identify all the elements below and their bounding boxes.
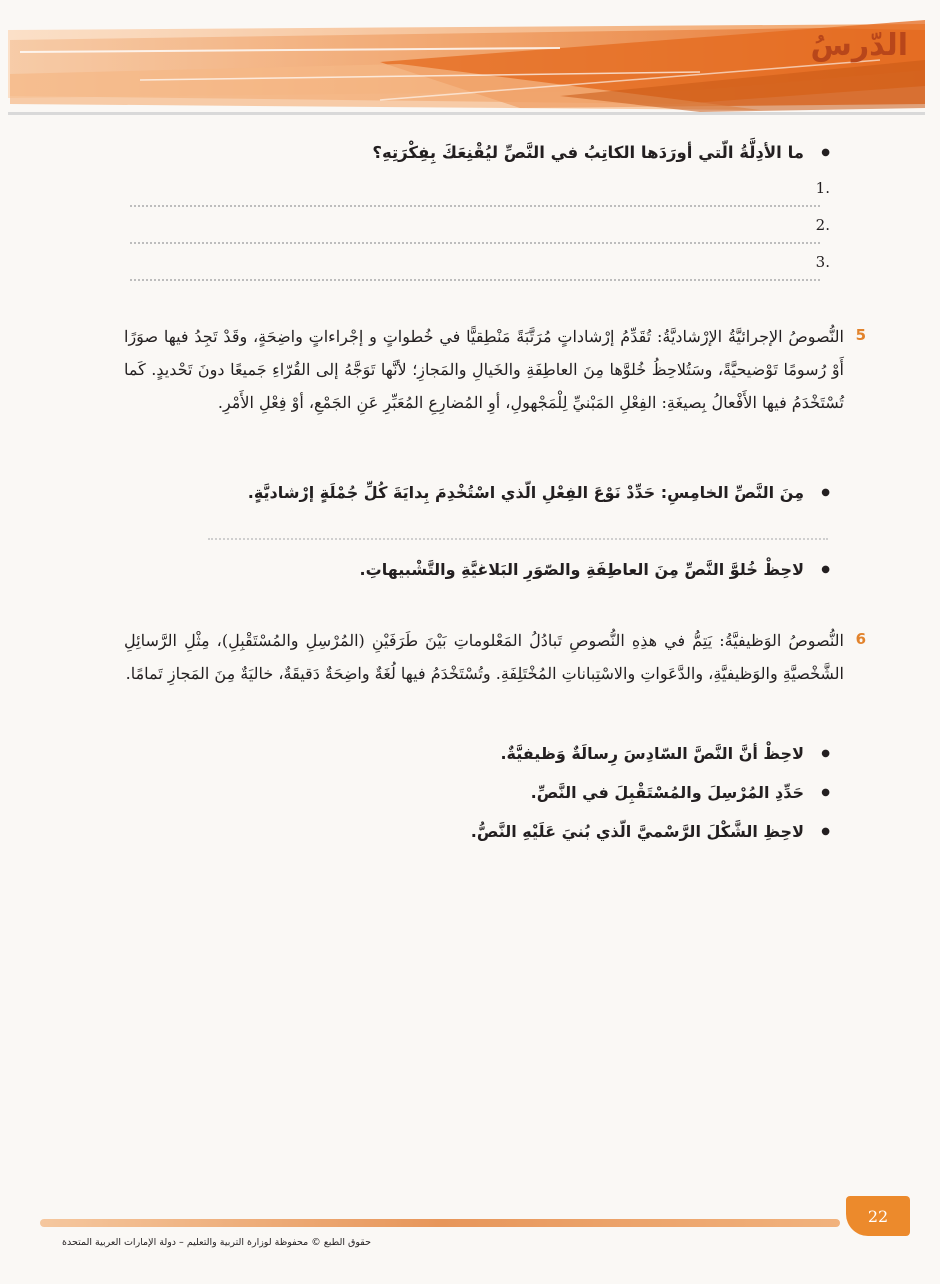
copyright-notice: حقوق الطبع © محفوظة لوزارة التربية والتعليم – دولة الإمارات العربية المتحدة [62,1237,371,1248]
answer-number: .2 [815,216,830,234]
page-number-badge [846,1196,910,1236]
footer-bar [40,1219,840,1227]
section-heading: النُّصوصُ الوَظيفيَّةُ: [719,631,845,650]
section-5-task-list [130,480,830,506]
section-number: 5 [855,326,866,344]
answer-row[interactable] [130,212,830,249]
section-paragraph [124,624,844,690]
task-item: ● لاحِظِ الشَّكْلَ الرَّسْميَّ الّذي بُنيَ عَلَيْهِ النَّصُّ. [130,821,830,843]
page-number: 22 [867,1206,889,1226]
header-banner [0,0,940,120]
section-6 [124,624,866,690]
section-5 [124,320,866,419]
question-text: ● ما الأدِلَّةُ الّتي أورَدَها الكاتِبُ في النَّصِّ ليُقْنِعَكَ بِفِكْرَتِهِ؟ [110,138,830,168]
dotted-line [130,242,820,244]
section-number: 6 [855,630,866,648]
dotted-line [130,205,820,207]
section-5-task-list-2 [130,557,830,583]
section-paragraph [124,320,844,419]
answer-lines [130,175,830,286]
section-body: يَتِمُّ في هذِهِ النُّصوصِ تَبادُلُ المَعْلوماتِ بَيْنَ طَرَفَيْنِ (المُرْسِلِ والمُسْتَقْبِلِ)، مِثْلِ الرَّسائِلِ الشَّخْصيَّةِ والوَظيفيَّةِ، والدَّعَواتِ والاسْتِباناتِ المُخْتَلِفَةِ. وتُسْتَخْدَمُ فيها لُغَةٌ واضِحَةٌ دَقيقَةٌ، خاليَةٌ مِنَ المَجازِ تَمامًا. [124,631,844,683]
task-item: ● لاحِظْ خُلوَّ النَّصِّ مِنَ العاطِفَةِ والصّوَرِ البَلاغيَّةِ والتَّشْبيهاتِ. [130,557,830,583]
section-body: تُقَدِّمُ إرْشاداتٍ مُرَتَّبَةً مَنْطِقيًّا في خُطواتٍ و إجْراءاتٍ واضِحَةٍ، وقَدْ تَجِدُ فيها صوَرًا أَوْ رُسومًا تَوْضيحيَّةً، وسَتُلاحِظُ خُلوَّها مِنَ العاطِفَةِ والخَيالِ والمَجازِ؛ لأنَّها تَوَجَّهُ إلى القُرّاءِ جَميعًا دونَ تَحْديدٍ. كَما تُسْتَخْدَمُ فيها الأَفْعالُ بِصيغَةِ: الفِعْلِ المَبْنيِّ لِلْمَجْهولِ، أوِ المُضارِعِ المُعَبِّرِ عَنِ الجَمْعِ، أوْ فِعْلِ الأَمْرِ. [124,327,844,412]
task-item: ● لاحِظْ أنَّ النَّصَّ السّادِسَ رِسالَةٌ وَظيفيَّةٌ. [130,743,830,765]
section-6-task-list [130,743,830,860]
answer-number: .1 [815,179,830,197]
answer-number: .3 [815,253,830,271]
answer-dotted-line[interactable] [208,538,828,540]
question-block [110,138,830,168]
section-heading: النُّصوصُ الإجرائيَّةُ الإرْشاديَّةُ: [656,327,844,346]
answer-row[interactable] [130,249,830,286]
answer-row[interactable] [130,175,830,212]
task-item: ● مِنَ النَّصِّ الخامِسِ: حَدِّدْ نَوْعَ الفِعْلِ الّذي اسْتُخْدِمَ بِدايَةَ كُلِّ جُمْلَةٍ إرْشاديَّةٍ. [130,480,830,506]
dotted-line [130,279,820,281]
banner-stripes-graphic [0,0,940,120]
task-item: ● حَدِّدِ المُرْسِلَ والمُسْتَقْبِلَ في النَّصِّ. [130,782,830,804]
page-title: الدّرسُ [810,28,908,63]
